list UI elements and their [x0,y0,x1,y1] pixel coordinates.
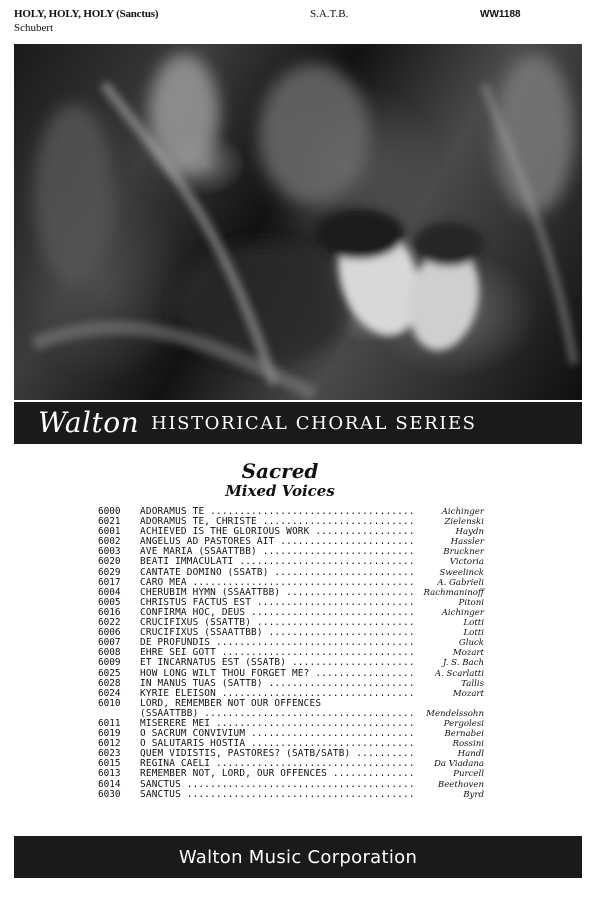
series-banner [14,402,582,444]
piece-composer: Schubert [14,22,54,34]
publisher-name: Walton Music Corporation [178,846,418,868]
catalog-number: 6014 [98,778,121,790]
work-composer: Bruckner [443,547,484,558]
work-composer: Mozart [452,688,484,699]
work-title: ET INCARNATUS EST (SSATB) ..... [140,658,414,668]
work-composer: Lotti [463,628,484,639]
work-composer: J. S. Bach [442,658,484,669]
work-title: QUEM VIDISTIS, PASTORES? (SATB/SATB) ..... [140,749,414,759]
work-title: ADORAMUS TE ..... [140,507,414,517]
catalog-number: 6002 [98,536,121,548]
work-title: ACHIEVED IS THE GLORIOUS WORK ..... [140,527,414,537]
work-title: CHERUBIM HYMN (SSAATTBB) ..... [140,588,414,598]
list-item [98,588,498,598]
list-item [98,608,498,618]
work-title: EHRE SEI GOTT ..... [140,648,414,658]
work-composer: Tallis [461,678,484,689]
work-composer: Haydn [455,527,484,538]
work-composer: Aichinger [441,607,484,618]
piece-title: HOLY, HOLY, HOLY (Sanctus) [14,8,159,20]
catalog-number: 6020 [98,556,121,568]
work-composer: Lotti [463,618,484,629]
section-title: Sacred [241,459,319,483]
work-composer: Mendelssohn [426,708,484,719]
cover-photo-figures [14,44,582,400]
work-composer: Mozart [452,648,484,659]
work-title: BEATI IMMACULATI ..... [140,557,414,567]
list-item [98,790,498,800]
work-composer: Pergolesi [443,718,484,729]
work-title: CARO MEA ..... [140,578,414,588]
work-title: LORD, REMEMBER NOT OUR OFFENCES [140,698,322,709]
catalog-list [98,507,498,800]
catalog-number: 6011 [98,717,121,729]
work-title: DE PROFUNDIS ..... [140,638,414,648]
work-composer: Rachmaninoff [423,587,484,598]
catalog-number: 6010 [98,697,121,709]
catalog-number: 6029 [98,566,121,578]
work-composer: Purcell [453,769,484,780]
work-composer: Handl [457,749,484,760]
list-item [98,679,498,689]
list-item [98,537,498,547]
list-item [98,739,498,749]
work-title: AVE MARIA (SSAATTBB) ..... [140,547,414,557]
cover-photo [14,44,582,400]
work-title: O SALUTARIS HOSTIA ..... [140,739,414,749]
section-heading [0,460,600,500]
work-title: HOW LONG WILT THOU FORGET ME? ..... [140,669,414,679]
catalog-number: 6003 [98,546,121,558]
work-title: REMEMBER NOT, LORD, OUR OFFENCES ..... [140,769,414,779]
list-item [98,780,498,790]
work-composer: Gluck [458,638,484,649]
list-item [98,628,498,638]
work-composer: A. Scarlatti [434,668,484,679]
catalog-number: 6016 [98,606,121,618]
catalog-number: 6017 [98,576,121,588]
catalog-number: WW1188 [480,9,521,20]
voicing: S.A.T.B. [310,8,349,20]
work-title: CHRISTUS FACTUS EST ..... [140,598,414,608]
section-subtitle: Mixed Voices [225,482,335,500]
work-title: SANCTUS ..... [140,790,414,800]
work-composer: Hassler [450,537,484,548]
list-item [98,709,498,719]
work-composer: Da Viadana [434,759,484,770]
work-title: KYRIE ELEISON ..... [140,689,414,699]
work-title: CONFIRMA HOC, DEUS ..... [140,608,414,618]
list-item [98,669,498,679]
work-composer: Beethoven [437,779,484,790]
work-title: REGINA CAELI ..... [140,759,414,769]
work-composer: Byrd [463,789,484,800]
work-title: ANGELUS AD PASTORES AIT ..... [140,537,414,547]
list-item [98,769,498,779]
work-title: CRUCIFIXUS (SSATTB) ..... [140,618,414,628]
work-title: CANTATE DOMINO (SSATB) ..... [140,568,414,578]
list-item [98,598,498,608]
catalog-number: 6005 [98,596,121,608]
list-item [98,578,498,588]
publisher-footer [14,836,582,878]
list-item [98,699,498,709]
catalog-number: 6015 [98,758,121,770]
work-composer: Zielenski [444,517,484,528]
work-composer: A. Gabrieli [437,577,484,588]
catalog-number: 6021 [98,516,121,528]
catalog-number: 6019 [98,728,121,740]
list-item [98,759,498,769]
list-item [98,689,498,699]
work-title: ADORAMUS TE, CHRISTE ..... [140,517,414,527]
work-composer: Sweelinck [439,567,484,578]
list-item [98,618,498,628]
catalog-number: 6022 [98,617,121,629]
list-item [98,638,498,648]
work-composer: Bernabei [444,729,484,740]
catalog-number: 6023 [98,748,121,760]
header [14,8,586,42]
catalog-number: 6007 [98,637,121,649]
list-item [98,749,498,759]
list-item [98,648,498,658]
work-title: SANCTUS ..... [140,780,414,790]
catalog-number: 6009 [98,657,121,669]
work-title: O SACRUM CONVIVIUM ..... [140,729,414,739]
catalog-number: 6028 [98,677,121,689]
list-item [98,547,498,557]
list-item [98,527,498,537]
list-item [98,517,498,527]
catalog-number: 6025 [98,667,121,679]
list-item [98,658,498,668]
work-title: CRUCIFIXUS (SSAATTBB) ..... [140,628,414,638]
work-title: IN MANUS TUAS (SATTB) ..... [140,679,414,689]
catalog-number: 6012 [98,738,121,750]
work-title: MISERERE MEI ..... [140,719,414,729]
list-item [98,507,498,517]
work-composer: Aichinger [441,507,484,517]
catalog-number: 6001 [98,526,121,538]
list-item [98,719,498,729]
catalog-number: 6000 [98,506,121,517]
catalog-number: 6013 [98,768,121,780]
walton-logo: Walton [38,405,140,439]
catalog-number: 6030 [98,788,121,800]
series-title: HISTORICAL CHORAL SERIES [151,412,477,434]
work-composer: Victoria [449,557,484,568]
catalog-number: 6006 [98,627,121,639]
catalog-number: 6008 [98,647,121,659]
work-composer: Pitoni [458,597,484,608]
list-item [98,729,498,739]
work-title: (SSAATTBB) ..... [140,709,414,719]
list-item [98,568,498,578]
work-composer: Rossini [452,739,484,750]
catalog-number: 6024 [98,687,121,699]
catalog-number: 6004 [98,586,121,598]
list-item [98,557,498,567]
